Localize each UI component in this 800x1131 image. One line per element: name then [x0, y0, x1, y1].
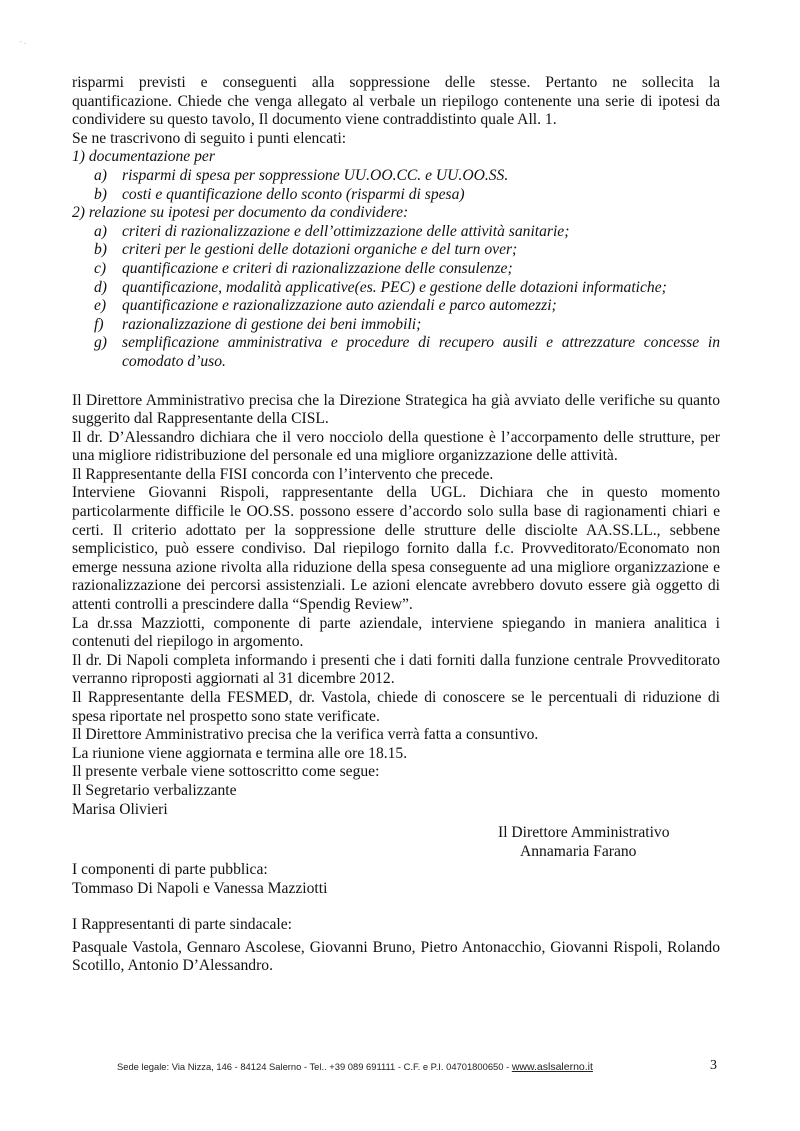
footer — [117, 1061, 717, 1073]
section2-item-g — [72, 334, 720, 371]
public-side-block — [72, 861, 720, 898]
item-label: a) — [94, 222, 107, 240]
union-side-title: I Rappresentanti di parte sindacale: — [72, 916, 292, 933]
section1-heading: 1) documentazione per — [72, 148, 215, 166]
item-text: quantificazione, modalità applicative(es. PEC) e gestione delle dotazioni informatiche; — [122, 278, 667, 296]
paragraph-signature-intro: Il presente verbale viene sottoscritto come segue: — [72, 763, 380, 781]
director-title: Il Direttore Amministrativo — [498, 824, 670, 841]
paragraph-mazziotti: La dr.ssa Mazziotti, componente di parte aziendale, interviene spiegando in maniera analitica i contenuti del riepilogo in argomento. — [72, 614, 720, 651]
item-text: quantificazione e razionalizzazione auto aziendali e parco automezzi; — [122, 297, 557, 315]
public-side-title: I componenti di parte pubblica: — [72, 861, 268, 878]
document-body — [72, 74, 720, 819]
section2-item-d — [72, 279, 720, 298]
item-label: c) — [94, 259, 107, 277]
director-signature-block — [498, 823, 670, 861]
paragraph-rispoli: Interviene Giovanni Rispoli, rappresentante della UGL. Dichiara che in questo momento particolarmente difficile le OO.SS. possono essere d’accordo solo sulla base di ragionamenti chiari e certi. Il criterio adottato per la soppressione delle strutture delle disciolte AA.SS.LL., sebbene semplicistico, può essere condiviso. Dal riepilogo fornito dalla f.c. Provveditorato/Economato non emerge nessuna azione rivolta alla riduzione della spesa conseguente ad una migliore organizzazione e razionalizzazione dei percorsi assistenziali. Le azioni elencate avrebbero dovuto essere già oggetto di attenti controlli a prescindere dalla “Spendig Review”. — [72, 484, 720, 614]
director-name: Annamaria Farano — [520, 843, 637, 860]
intro-line-2: quantificazione. Chiede che venga allegato al verbale un riepilogo contenente una serie di ipotesi da — [72, 92, 720, 110]
item-label: f) — [94, 315, 104, 333]
scan-mark: ′ · — [20, 40, 27, 48]
paragraph-dalessandro: Il dr. D’Alessandro dichiara che il vero nocciolo della questione è l’accorpamento delle strutture, per una migliore ridistribuzione del personale ed una migliore organizzazione delle attività. — [72, 428, 720, 465]
item-text: criteri di razionalizzazione e dell’ottimizzazione delle attività sanitarie; — [122, 222, 570, 240]
item-text: costi e quantificazione dello sconto (risparmi di spesa) — [122, 185, 465, 203]
footer-address: Sede legale: Via Nizza, 146 - 84124 Salerno - Tel.. +39 089 691111 - C.F. e P.I. 04701800650 - — [117, 1061, 512, 1072]
public-side-names: Tommaso Di Napoli e Vanessa Mazziotti — [72, 879, 328, 897]
item-text: semplificazione amministrativa e procedure di recupero ausili e attrezzature concesse in comodato d’uso. — [122, 334, 720, 370]
section2-item-a — [72, 223, 720, 242]
union-side-block — [72, 916, 720, 976]
item-text: criteri per le gestioni delle dotazioni organiche e del turn over; — [122, 241, 518, 259]
paragraph-di-napoli: Il dr. Di Napoli completa informando i presenti che i dati forniti dalla funzione centrale Provveditorato verranno riproposti aggiornati al 31 dicembre 2012. — [72, 651, 720, 688]
spacer — [72, 372, 720, 392]
section1-item-a — [72, 167, 720, 186]
item-label: d) — [94, 278, 107, 296]
secretary-title: Il Segretario verbalizzante — [72, 781, 237, 799]
intro-line-1: risparmi previsti e conseguenti alla soppressione delle stesse. Pertanto ne sollecita la — [72, 74, 720, 91]
item-label: a) — [94, 166, 107, 184]
paragraph-director-consuntivo: Il Direttore Amministrativo precisa che la verifica verrà fatta a consuntivo. — [72, 726, 539, 744]
paragraph-director-verifications: Il Direttore Amministrativo precisa che la Direzione Strategica ha già avviato delle verifiche su quanto suggerito dal Rappresentante della CISL. — [72, 391, 720, 428]
section2-item-f — [72, 316, 720, 335]
paragraph-fisi: Il Rappresentante della FISI concorda con l’intervento che precede. — [72, 465, 494, 483]
item-text: risparmi di spesa per soppressione UU.OO.CC. e UU.OO.SS. — [122, 166, 509, 184]
footer-website-link[interactable]: www.aslsalerno.it — [511, 1061, 593, 1073]
page-number: 3 — [710, 1058, 717, 1073]
intro-line-4: Se ne trascrivono di seguito i punti elencati: — [72, 129, 347, 147]
item-text: quantificazione e criteri di razionalizzazione delle consulenze; — [122, 259, 513, 277]
item-label: g) — [94, 334, 107, 352]
paragraph-fesmed: Il Rappresentante della FESMED, dr. Vastola, chiede di conoscere se le percentuali di riduzione di spesa riportate nel prospetto sono state verificate. — [72, 689, 720, 725]
item-label: b) — [94, 241, 107, 259]
item-text: razionalizzazione di gestione dei beni immobili; — [122, 315, 422, 333]
section2-item-b — [72, 241, 720, 260]
intro-line-3: condividere su questo tavolo, Il documento viene contraddistinto quale All. 1. — [72, 111, 557, 129]
union-side-names: Pasquale Vastola, Gennaro Ascolese, Giovanni Bruno, Pietro Antonacchio, Giovanni Rispoli, Rolando Scotillo, Antonio D’Alessandro. — [72, 938, 720, 975]
section2-item-c — [72, 260, 720, 279]
section2-item-e — [72, 297, 720, 316]
section1-item-b — [72, 186, 720, 205]
section2-heading: 2) relazione su ipotesi per documento da condividere: — [72, 204, 409, 222]
item-label: e) — [94, 297, 107, 315]
secretary-name: Marisa Olivieri — [72, 800, 168, 818]
item-label: b) — [94, 185, 107, 203]
paragraph-closing-time: La riunione viene aggiornata e termina alle ore 18.15. — [72, 744, 408, 762]
